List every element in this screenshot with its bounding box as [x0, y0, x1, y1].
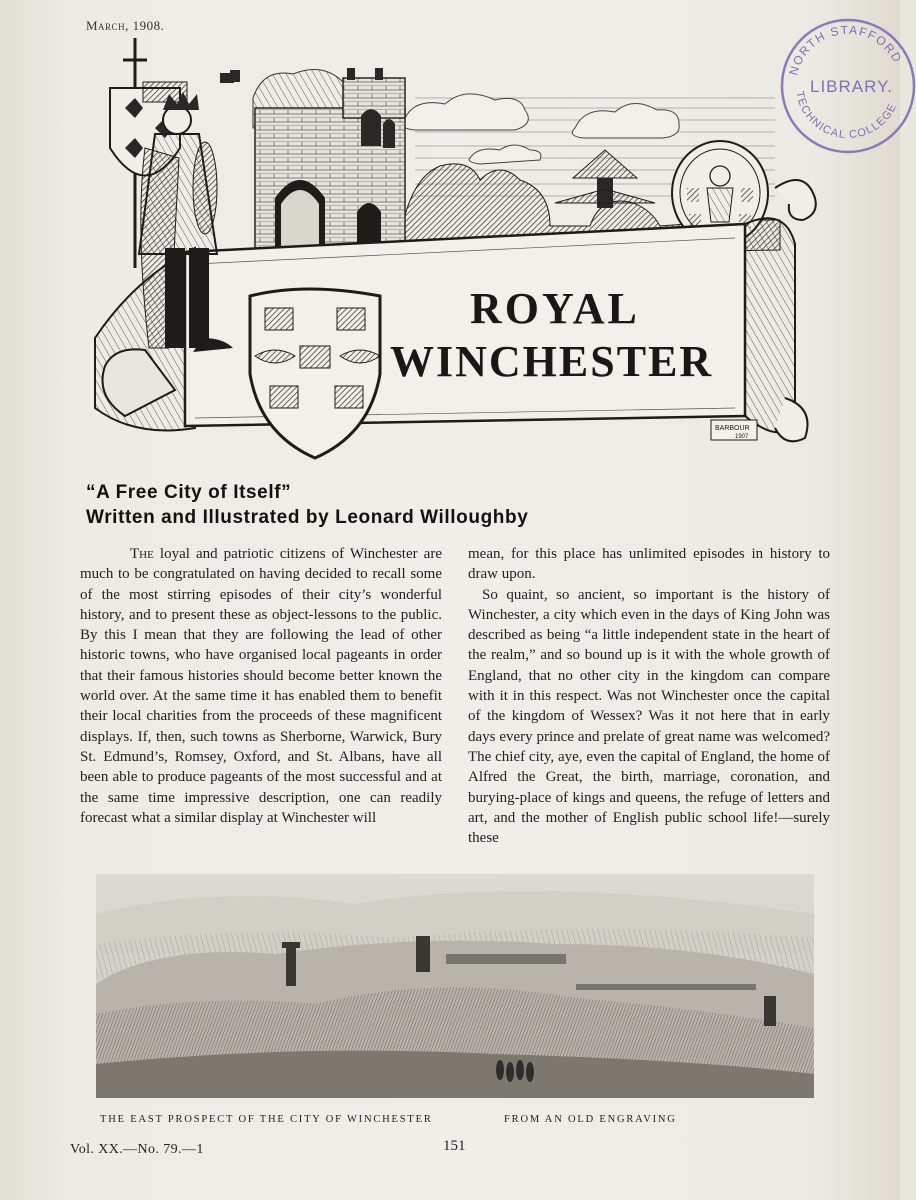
paragraph-intro: [80, 544, 442, 828]
clouds: [402, 94, 680, 164]
article-byline: Written and Illustrated by Leonard Willoughby: [86, 507, 529, 528]
engraving-caption-left: THE EAST PROSPECT OF THE CITY OF WINCHESTER: [100, 1114, 433, 1125]
city-engraving-image: [96, 874, 814, 1098]
tower-roof: [573, 150, 637, 178]
issue-date: March, 1908.: [86, 18, 165, 33]
column-left-text: loyal and patriotic citizens of Winchester are much to be congratulated on having decided to recall some of the most stirring episodes of their city’s wonderful history, and to present these as object-lessons to the public. By this I mean that they are following the lead of other historic towns, who have organised local pageants in order that their famous histories should become better known the world over. At the same time it has enabled them to benefit their local charities from the proceeds of these magnificent displays. If, then, such towns as Sherborne, Warwick, Bury St. Edmund’s, Romsey, Oxford, and St. Albans, have all been able to produce pageants of the most successful and at the same time impressive description, one can readily forecast what a similar display at Winchester will: [80, 546, 442, 826]
article-column-left: [80, 544, 442, 828]
page-number: 151: [443, 1138, 466, 1154]
engraving-caption-right: FROM AN OLD ENGRAVING: [504, 1114, 677, 1125]
artist-signature: BARBOUR: [715, 425, 750, 432]
city-coat-of-arms: [250, 289, 380, 458]
volume-info: Vol. XX.—No. 79.—1: [70, 1142, 204, 1157]
article-subtitle: “A Free City of Itself”: [86, 482, 292, 503]
paragraph-continuation: mean, for this place has unlimited episodes in history to draw upon.: [468, 546, 830, 583]
stamp-top-text: NORTH STAFFORD: [786, 22, 905, 77]
article-heading: [86, 480, 726, 530]
paragraph-history: So quaint, so ancient, so important is the history of Winchester, a city which even in the days of King John was described as being “a little independent state in the heart of the realm,” and so bound up is it with the whole growth of England, that no other city in the kingdom can compare with it in this respect. Was not Winchester once the capital of the kingdom of Wessex? Was it not here that in early days every prince and prelate of great name was welcomed? The chief city, aye, even the capital of England, the home of Alfred the Great, the birth, marriage, coronation, and burying-place of kings and queens, the refuge of letters and art, and the mother of English public school life!—surely these: [468, 586, 830, 847]
article-column-right: [468, 544, 830, 848]
banner-title-line1: ROYAL: [470, 284, 640, 333]
signature-year: 1907: [735, 434, 749, 440]
stamp-center-text: LIBRARY.: [810, 77, 893, 96]
header-illustration: [85, 38, 825, 448]
city-gate: [220, 68, 405, 248]
opening-word: The: [130, 546, 154, 562]
stamp-bottom-text: TECHNICAL COLLEGE: [793, 90, 900, 142]
banner-title-line2: WINCHESTER: [390, 337, 714, 386]
